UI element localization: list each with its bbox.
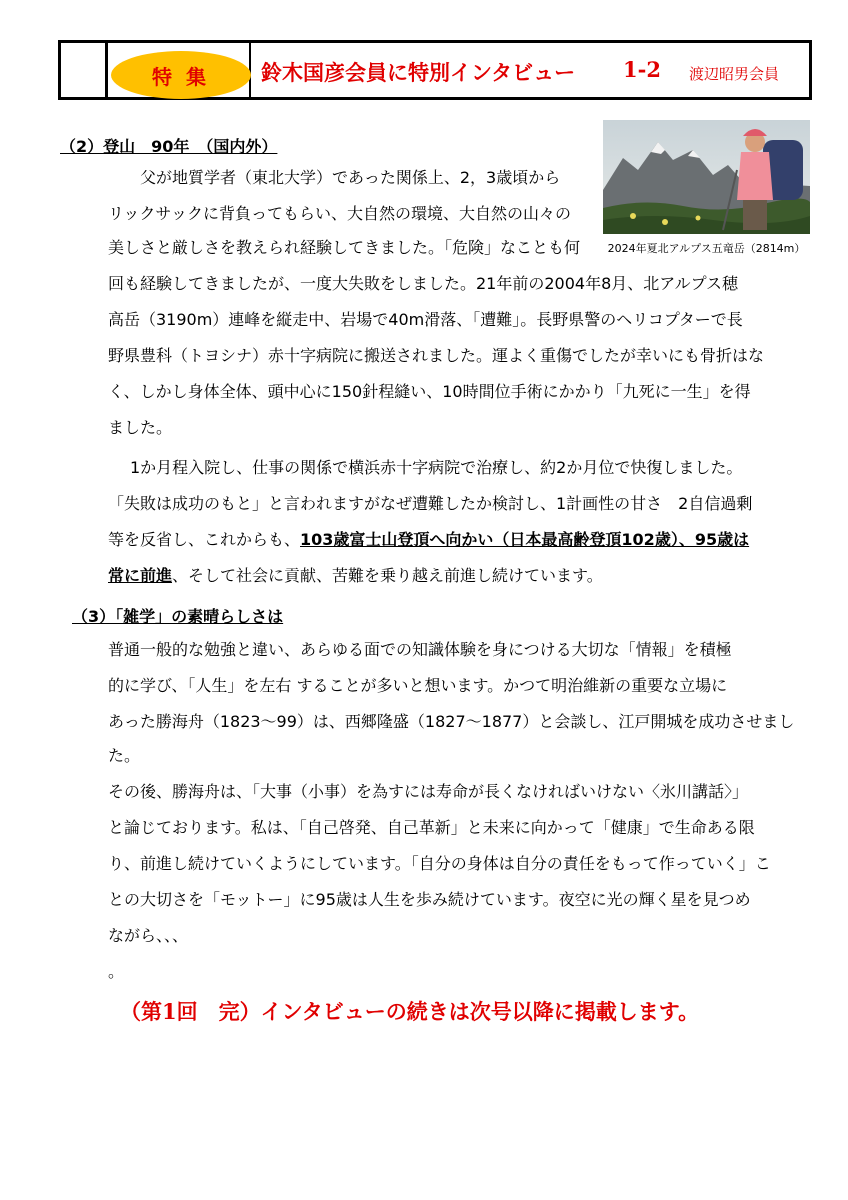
body-line: その後、勝海舟は、「大事（小事）を為すには寿命が長くなければいけない〈氷川講話〉」 [108, 782, 749, 801]
photo-caption: 2024年夏北アルプス五竜岳（2814m） [607, 242, 806, 255]
body-line: く、しかし身体全体、頭中心に150針程縫い、10時間位手術にかかり「九死に一生」を得 [108, 382, 751, 401]
body-line: 「失敗は成功のもと」と言われますがなぜ遭難したか検討し、1計画性の甘さ 2自信過剰 [108, 494, 753, 513]
article-number: 1-2 [623, 57, 661, 82]
feature-badge-label: 特集 [152, 64, 220, 89]
body-line [108, 566, 603, 586]
body-line: ました。 [108, 418, 173, 437]
body-line: 普通一般的な勉強と違い、あらゆる面での知識体験を身につける大切な「情報」を積極 [108, 640, 732, 659]
section-2-heading-text: （2）登山 90年 （国内外） [60, 137, 278, 156]
mountain-photo [603, 120, 810, 234]
body-line: 野県豊科（トヨシナ）赤十字病院に搬送されました。運よく重傷でしたが幸いにも骨折はな [108, 346, 765, 365]
body-line: 的に学び、「人生」を左右 することが多いと想います。かつて明治維新の重要な立場に [108, 676, 728, 695]
closing-notice: （第1回 完）インタビューの続きは次号以降に掲載します。 [120, 999, 700, 1024]
header-divider [105, 43, 108, 97]
body-line: との大切さを「モットー」に95歳は人生を歩み続けています。夜空に光の輝く星を見つめ [108, 890, 751, 909]
body-line: 美しさと厳しさを教えられ経験してきました。「危険」なことも何 [108, 238, 581, 257]
body-line: 回も経験してきましたが、一度大失敗をしました。21年前の2004年8月、北アルプス穂 [108, 274, 738, 293]
body-line: 父が地質学者（東北大学）であった関係上、2，3歳頃から [140, 168, 561, 187]
body-line: た。 [108, 746, 141, 765]
body-line: と論じております。私は、「自己啓発、自己革新」と未来に向かって「健康」で生命ある限 [108, 818, 755, 837]
body-text: 等を反省し、これからも、 [108, 530, 301, 549]
body-line: 。 [108, 962, 125, 981]
body-line [108, 530, 749, 550]
body-line: あった勝海舟（1823～99）は、西郷隆盛（1827～1877）と会談し、江戸開城を成功させまし [108, 712, 795, 731]
section-2-heading [60, 134, 277, 157]
section-3-heading-text: （3）「雑学」の素晴らしさは [72, 607, 284, 626]
emphasis-text: 常に前進 [108, 566, 173, 585]
body-line: リックサックに背負ってもらい、大自然の環境、大自然の山々の [108, 204, 572, 223]
body-line: り、前進し続けていくようにしています。「自分の身体は自分の責任をもって作っていく」こ [108, 854, 771, 873]
header-box [58, 40, 812, 100]
emphasis-text: 103歳富士山登頂へ向かい（日本最高齢登頂102歳）、95歳は [300, 530, 750, 549]
article-author: 渡辺昭男会員 [689, 65, 780, 83]
mountain-photo-image [603, 120, 810, 234]
body-line: 1か月程入院し、仕事の関係で横浜赤十字病院で治療し、約2か月位で快復しました。 [130, 458, 743, 477]
body-text: 、そして社会に貢献、苦難を乗り越え前進し続けています。 [172, 566, 603, 585]
section-3-heading [72, 604, 283, 627]
body-line: 高岳（3190m）連峰を縦走中、岩場で40m滑落、「遭難」。長野県警のヘリコプターで長 [108, 310, 743, 329]
body-line: ながら、、、 [108, 926, 189, 945]
article-title: 鈴木国彦会員に特別インタビュー [261, 60, 576, 85]
feature-badge [111, 51, 251, 99]
